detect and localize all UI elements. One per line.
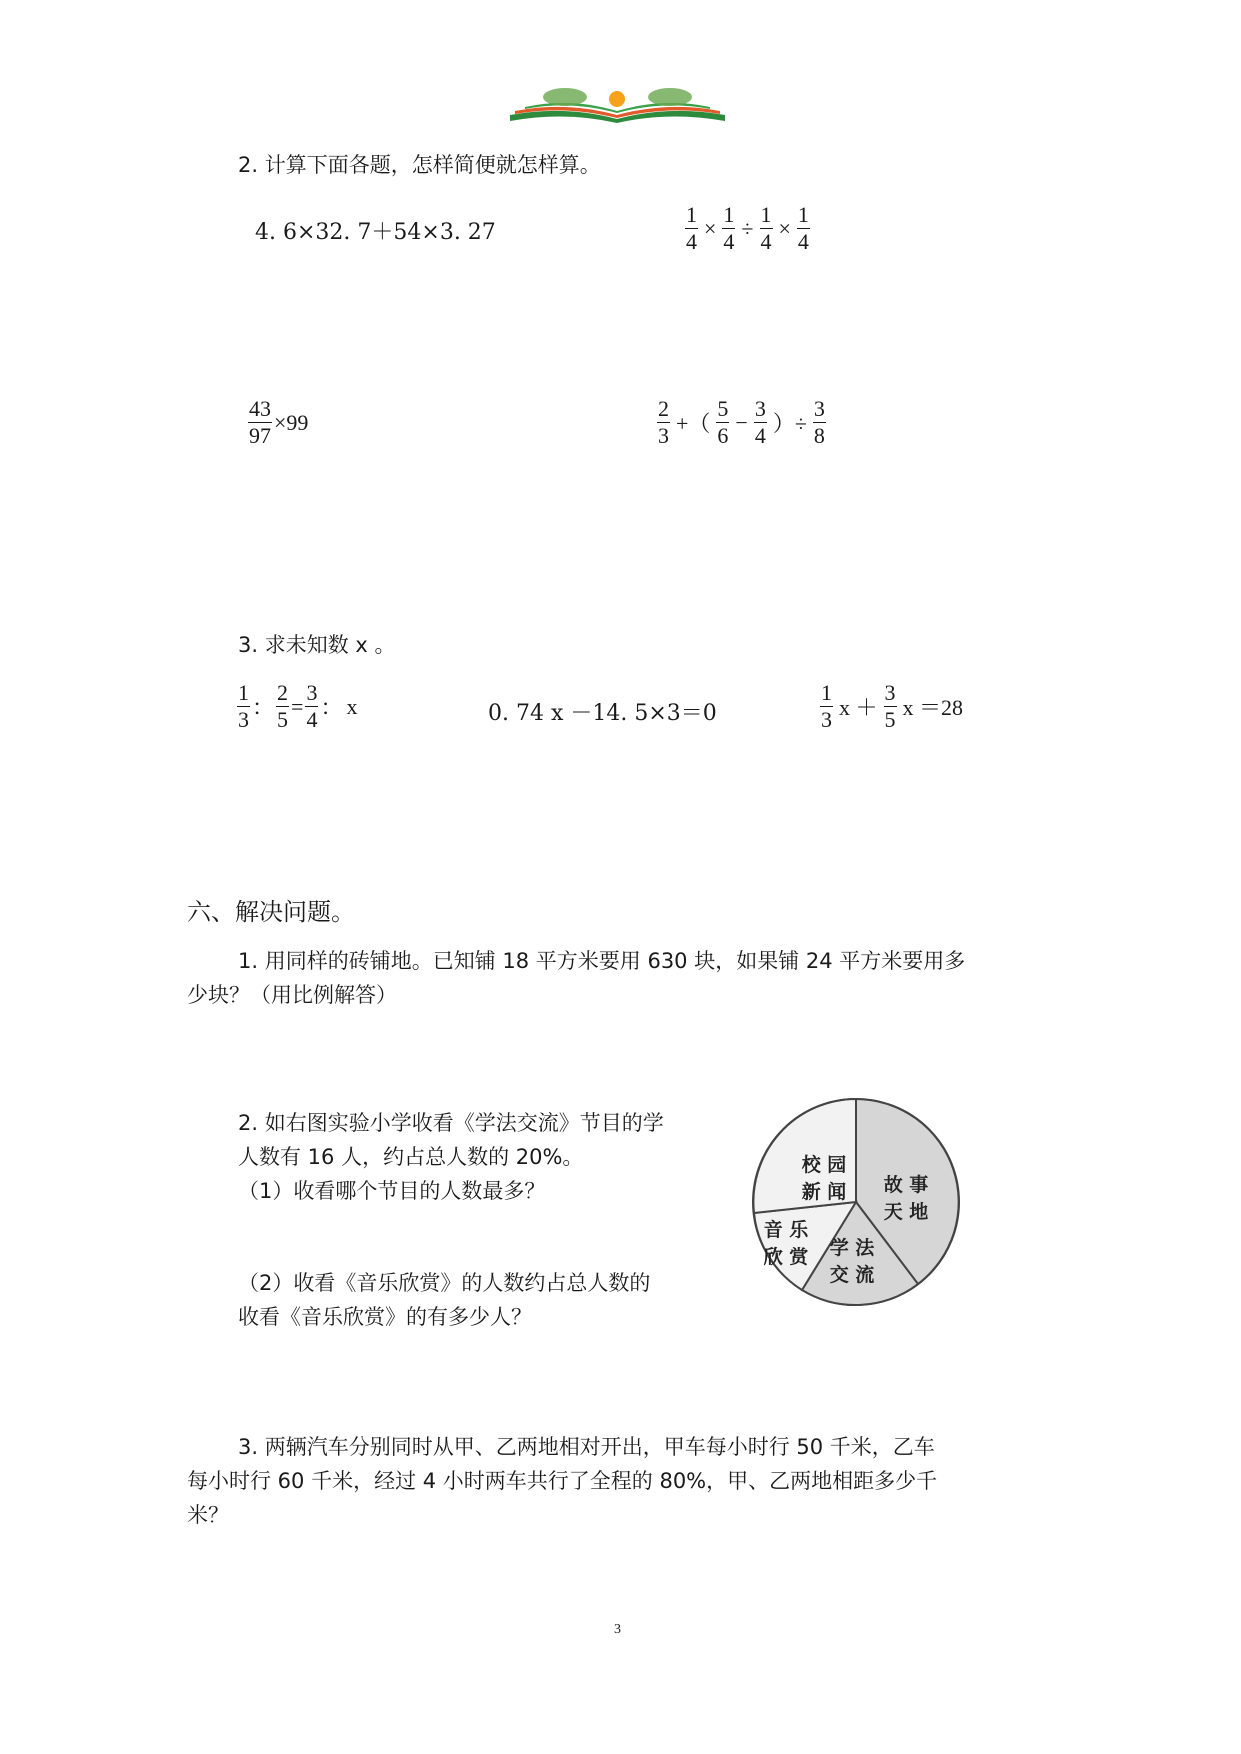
fraction: $\frac{3}{4}$ <box>306 680 318 732</box>
q2-expr4: $\frac{2}{3}$ +（ $\frac{5}{6}$ − $\frac{3}{4}$ ）÷ $\frac{3}{8}$ <box>658 396 825 448</box>
fraction: $\frac{1}{3}$ <box>238 680 249 732</box>
pie-label-campus-2: 新 闻 <box>801 1181 847 1203</box>
problem3-line1: 3. 两辆汽车分别同时从甲、乙两地相对开出，甲车每小时行 50 千米，乙车 <box>238 1435 935 1459</box>
q3-title: 3. 求未知数 x 。 <box>238 633 396 657</box>
q2-expr3: $\frac{43}{97}$ ×99 <box>249 396 309 448</box>
q3-eq2: 0. 74 x －14. 5×3＝0 <box>488 701 717 726</box>
pie-label-music-1: 音 乐 <box>763 1219 809 1241</box>
problem2-line3: （1）收看哪个节目的人数最多？ <box>238 1179 546 1203</box>
fraction: $\frac{3}{5}$ <box>884 680 896 732</box>
fraction: $\frac{1}{4}$ <box>797 202 809 254</box>
q3-eq1: $\frac{1}{3}$ ： $\frac{2}{5}$ = $\frac{3}{4}$ ： x <box>238 680 358 732</box>
problem2-line2: 人数有 16 人，约占总人数的 20%。 <box>238 1145 584 1169</box>
fraction: $\frac{3}{4}$ <box>754 396 766 448</box>
page-number: 3 <box>614 1622 621 1637</box>
problem2-line4: （2）收看《音乐欣赏》的人数约占总人数的 <box>238 1271 651 1295</box>
fraction: $\frac{1}{4}$ <box>760 202 772 254</box>
logo-text <box>505 85 506 86</box>
book-logo-icon <box>505 85 730 123</box>
pie-label-story-2: 天 地 <box>883 1201 929 1223</box>
fraction: $\frac{3}{8}$ <box>813 396 825 448</box>
pie-label-music-2: 欣 赏 <box>763 1246 809 1268</box>
problem2-line5: 收看《音乐欣赏》的有多少人？ <box>238 1305 532 1329</box>
pie-label-law-2: 交 流 <box>829 1264 875 1286</box>
problem3-line3: 米？ <box>187 1503 229 1527</box>
q2-title: 2. 计算下面各题，怎样简便就怎样算。 <box>238 153 601 177</box>
q3-eq3: $\frac{1}{3}$ x ＋ $\frac{3}{5}$ x ＝28 <box>821 680 964 732</box>
section-six-heading: 六、解决问题。 <box>187 898 355 926</box>
fraction: $\frac{2}{5}$ <box>277 680 289 732</box>
problem1-line2: 少块？（用比例解答） <box>187 983 397 1007</box>
header-logo <box>505 85 730 123</box>
pie-label-campus-1: 校 园 <box>801 1154 847 1176</box>
problem3-line2: 每小时行 60 千米，经过 4 小时两车共行了全程的 80%，甲、乙两地相距多少千 <box>187 1469 938 1493</box>
problem1-line1: 1. 用同样的砖铺地。已知铺 18 平方米要用 630 块，如果铺 24 平方米要用多 <box>238 949 966 973</box>
pie-chart-svg <box>748 1094 964 1310</box>
q2-expr1: 4. 6×32. 7＋54×3. 27 <box>255 220 496 245</box>
fraction: $\frac{5}{6}$ <box>717 396 729 448</box>
pie-label-story-1: 故 事 <box>883 1174 929 1196</box>
fraction: $\frac{2}{3}$ <box>658 396 669 448</box>
pie-figure <box>748 1094 964 1310</box>
pie-label-law-1: 学 法 <box>829 1237 875 1259</box>
q2-expr2: $\frac{1}{4}$ × $\frac{1}{4}$ ÷ $\frac{1}{4}$ × $\frac{1}{4}$ <box>686 202 809 254</box>
problem2-line1: 2. 如右图实验小学收看《学法交流》节目的学 <box>238 1111 664 1135</box>
fraction: $\frac{1}{3}$ <box>821 680 832 732</box>
fraction: $\frac{43}{97}$ <box>249 396 271 448</box>
fraction: $\frac{1}{4}$ <box>723 202 735 254</box>
fraction: $\frac{1}{4}$ <box>686 202 697 254</box>
